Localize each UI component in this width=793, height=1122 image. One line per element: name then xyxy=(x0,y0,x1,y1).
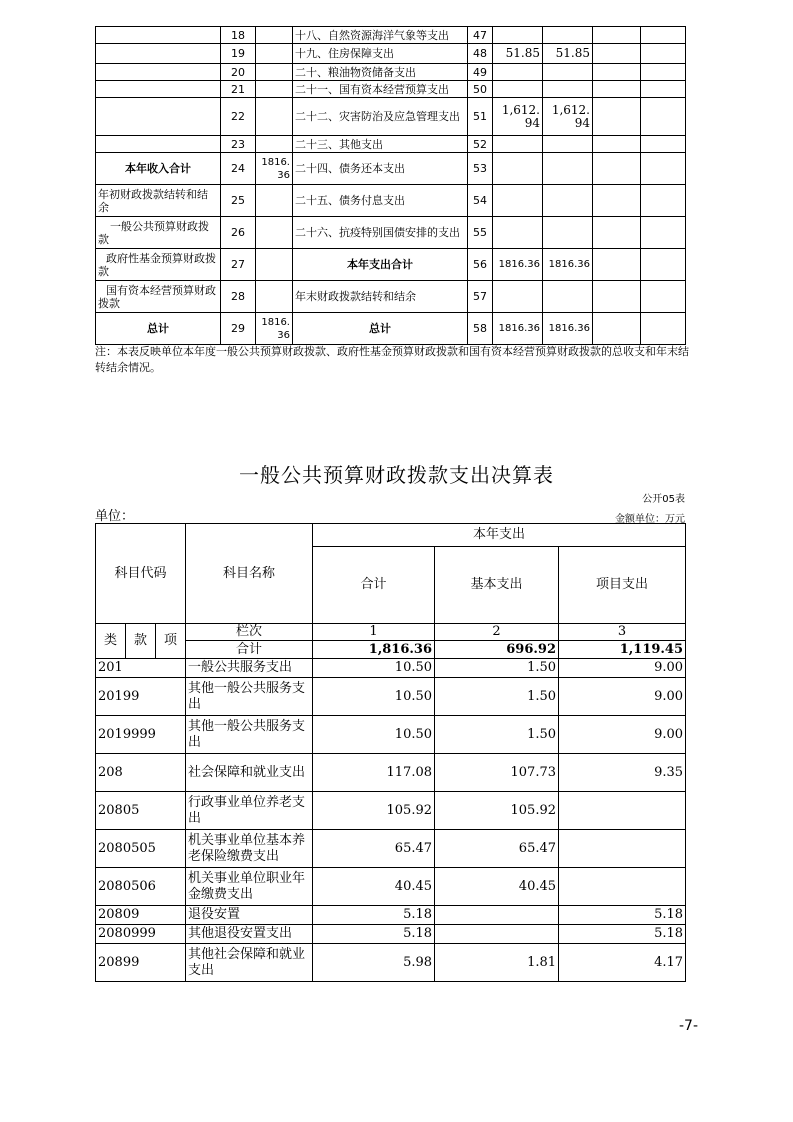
subject-code: 208 xyxy=(96,754,186,792)
total-amount: 5.98 xyxy=(313,944,435,982)
basic-amount: 40.45 xyxy=(435,868,559,906)
table-row xyxy=(96,27,686,44)
income-expenditure-table xyxy=(95,26,686,345)
subject-code: 2019999 xyxy=(96,716,186,754)
kuan-header: 款 xyxy=(126,624,156,659)
amount: 1816.36 xyxy=(543,249,593,281)
table-row xyxy=(96,217,686,249)
item-number: 54 xyxy=(468,185,493,217)
income-label: 一般公共预算财政拨款 xyxy=(96,217,221,249)
item-number: 47 xyxy=(468,27,493,44)
project-amount: 1,119.45 xyxy=(559,641,686,659)
total-amount: 1,816.36 xyxy=(313,641,435,659)
project-amount: 9.00 xyxy=(559,678,686,716)
basic-amount: 1.50 xyxy=(435,678,559,716)
total-amount: 10.50 xyxy=(313,716,435,754)
subject-name: 一般公共服务支出 xyxy=(186,659,313,678)
xiang-header: 项 xyxy=(156,624,186,659)
amount: 1,612.94 xyxy=(543,98,593,136)
amount: 1816.36 xyxy=(493,313,543,345)
subject-name: 其他一般公共服务支出 xyxy=(186,678,313,716)
table-note: 注：本表反映单位本年度一般公共预算财政拨款、政府性基金预算财政拨款和国有资本经营预算财政拨款的总收支和年末结转结余情况。 xyxy=(95,345,689,374)
basic-amount: 105.92 xyxy=(435,792,559,830)
total-label: 合计 xyxy=(186,641,313,659)
row-number: 27 xyxy=(221,249,256,281)
lei-header: 类 xyxy=(96,624,126,659)
col-number: 3 xyxy=(559,624,686,641)
item-number: 51 xyxy=(468,98,493,136)
table-row xyxy=(96,81,686,98)
table-row xyxy=(96,944,686,982)
total-amount: 40.45 xyxy=(313,868,435,906)
table-row xyxy=(96,754,686,792)
subject-code: 2080999 xyxy=(96,925,186,944)
expense-item: 年末财政拨款结转和结余 xyxy=(293,281,468,313)
table-row xyxy=(96,64,686,81)
item-number: 52 xyxy=(468,136,493,153)
income-amount: 1816.36 xyxy=(256,153,293,185)
subject-name: 其他一般公共服务支出 xyxy=(186,716,313,754)
expense-item: 十八、自然资源海洋气象等支出 xyxy=(293,27,468,44)
table-row xyxy=(96,98,686,136)
row-number: 26 xyxy=(221,217,256,249)
row-number: 28 xyxy=(221,281,256,313)
amount: 51.85 xyxy=(543,44,593,64)
lanci-header: 栏次 xyxy=(186,624,313,641)
row-number: 20 xyxy=(221,64,256,81)
basic-amount: 107.73 xyxy=(435,754,559,792)
total-amount: 5.18 xyxy=(313,925,435,944)
col-number: 2 xyxy=(435,624,559,641)
grand-total-label: 总计 xyxy=(96,313,221,345)
total-amount: 10.50 xyxy=(313,678,435,716)
project-amount: 9.00 xyxy=(559,659,686,678)
subject-code: 20805 xyxy=(96,792,186,830)
expense-item: 二十六、抗疫特别国债安排的支出 xyxy=(293,217,468,249)
subject-name: 其他退役安置支出 xyxy=(186,925,313,944)
income-total-label: 本年收入合计 xyxy=(96,153,221,185)
project-amount xyxy=(559,792,686,830)
subject-code: 201 xyxy=(96,659,186,678)
project-amount xyxy=(559,830,686,868)
subject-name: 其他社会保障和就业支出 xyxy=(186,944,313,982)
total-amount: 5.18 xyxy=(313,906,435,925)
project-header: 项目支出 xyxy=(559,547,686,624)
item-number: 48 xyxy=(468,44,493,64)
amount: 51.85 xyxy=(493,44,543,64)
income-label: 政府性基金预算财政拨款 xyxy=(96,249,221,281)
item-number: 50 xyxy=(468,81,493,98)
subject-name: 行政事业单位养老支出 xyxy=(186,792,313,830)
table-row xyxy=(96,792,686,830)
table-row xyxy=(96,659,686,678)
table-row xyxy=(96,678,686,716)
income-label: 年初财政拨款结转和结余 xyxy=(96,185,221,217)
row-number: 21 xyxy=(221,81,256,98)
total-amount: 117.08 xyxy=(313,754,435,792)
project-amount: 5.18 xyxy=(559,906,686,925)
group-header: 本年支出 xyxy=(313,524,686,547)
project-amount xyxy=(559,868,686,906)
page-title: 一般公共预算财政拨款支出决算表 xyxy=(239,463,554,487)
item-number: 49 xyxy=(468,64,493,81)
table-row xyxy=(96,281,686,313)
item-number: 53 xyxy=(468,153,493,185)
table-row xyxy=(96,136,686,153)
total-amount: 10.50 xyxy=(313,659,435,678)
row-number: 22 xyxy=(221,98,256,136)
expense-item: 二十三、其他支出 xyxy=(293,136,468,153)
expense-item: 十九、住房保障支出 xyxy=(293,44,468,64)
income-amount: 1816.36 xyxy=(256,313,293,345)
subject-name: 社会保障和就业支出 xyxy=(186,754,313,792)
project-amount: 9.00 xyxy=(559,716,686,754)
project-amount: 5.18 xyxy=(559,925,686,944)
unit-label: 单位： xyxy=(95,509,135,524)
item-number: 55 xyxy=(468,217,493,249)
project-amount: 4.17 xyxy=(559,944,686,982)
table-row xyxy=(96,925,686,944)
subject-code: 2080506 xyxy=(96,868,186,906)
basic-amount: 1.50 xyxy=(435,716,559,754)
row-number: 23 xyxy=(221,136,256,153)
table-row xyxy=(96,185,686,217)
basic-amount xyxy=(435,906,559,925)
table-row xyxy=(96,830,686,868)
row-number: 29 xyxy=(221,313,256,345)
table-row xyxy=(96,313,686,345)
project-amount: 9.35 xyxy=(559,754,686,792)
row-number: 24 xyxy=(221,153,256,185)
expense-item: 二十五、债务付息支出 xyxy=(293,185,468,217)
total-amount: 105.92 xyxy=(313,792,435,830)
basic-amount: 65.47 xyxy=(435,830,559,868)
expense-item: 二十四、债务还本支出 xyxy=(293,153,468,185)
header-row xyxy=(96,524,686,547)
total-amount: 65.47 xyxy=(313,830,435,868)
code-header: 科目代码 xyxy=(96,524,186,624)
item-number: 57 xyxy=(468,281,493,313)
name-header: 科目名称 xyxy=(186,524,313,624)
subject-code: 2080505 xyxy=(96,830,186,868)
basic-amount: 696.92 xyxy=(435,641,559,659)
item-number: 56 xyxy=(468,249,493,281)
subject-code: 20809 xyxy=(96,906,186,925)
row-number: 25 xyxy=(221,185,256,217)
row-number: 18 xyxy=(221,27,256,44)
subject-name: 退役安置 xyxy=(186,906,313,925)
total-header: 合计 xyxy=(313,547,435,624)
basic-header: 基本支出 xyxy=(435,547,559,624)
expense-item: 二十一、国有资本经营预算支出 xyxy=(293,81,468,98)
amount-unit: 金额单位：万元 xyxy=(615,514,685,525)
expense-item: 二十二、灾害防治及应急管理支出 xyxy=(293,98,468,136)
col-number: 1 xyxy=(313,624,435,641)
amount: 1,612.94 xyxy=(493,98,543,136)
table-row xyxy=(96,906,686,925)
expense-total-label: 本年支出合计 xyxy=(293,249,468,281)
subject-name: 机关事业单位职业年金缴费支出 xyxy=(186,868,313,906)
expense-item: 二十、粮油物资储备支出 xyxy=(293,64,468,81)
table-row xyxy=(96,716,686,754)
subject-code: 20899 xyxy=(96,944,186,982)
expenditure-table xyxy=(95,523,686,982)
row-number: 19 xyxy=(221,44,256,64)
table-row xyxy=(96,249,686,281)
amount: 1816.36 xyxy=(493,249,543,281)
subject-name: 机关事业单位基本养老保险缴费支出 xyxy=(186,830,313,868)
table-row xyxy=(96,868,686,906)
amount: 1816.36 xyxy=(543,313,593,345)
income-label: 国有资本经营预算财政拨款 xyxy=(96,281,221,313)
basic-amount: 1.50 xyxy=(435,659,559,678)
subject-code: 20199 xyxy=(96,678,186,716)
table-row xyxy=(96,153,686,185)
table-row xyxy=(96,44,686,64)
grand-total-label: 总计 xyxy=(293,313,468,345)
page-number: -7- xyxy=(678,1018,698,1034)
item-number: 58 xyxy=(468,313,493,345)
basic-amount: 1.81 xyxy=(435,944,559,982)
table-code: 公开05表 xyxy=(642,494,685,505)
column-number-row xyxy=(96,624,686,641)
basic-amount xyxy=(435,925,559,944)
